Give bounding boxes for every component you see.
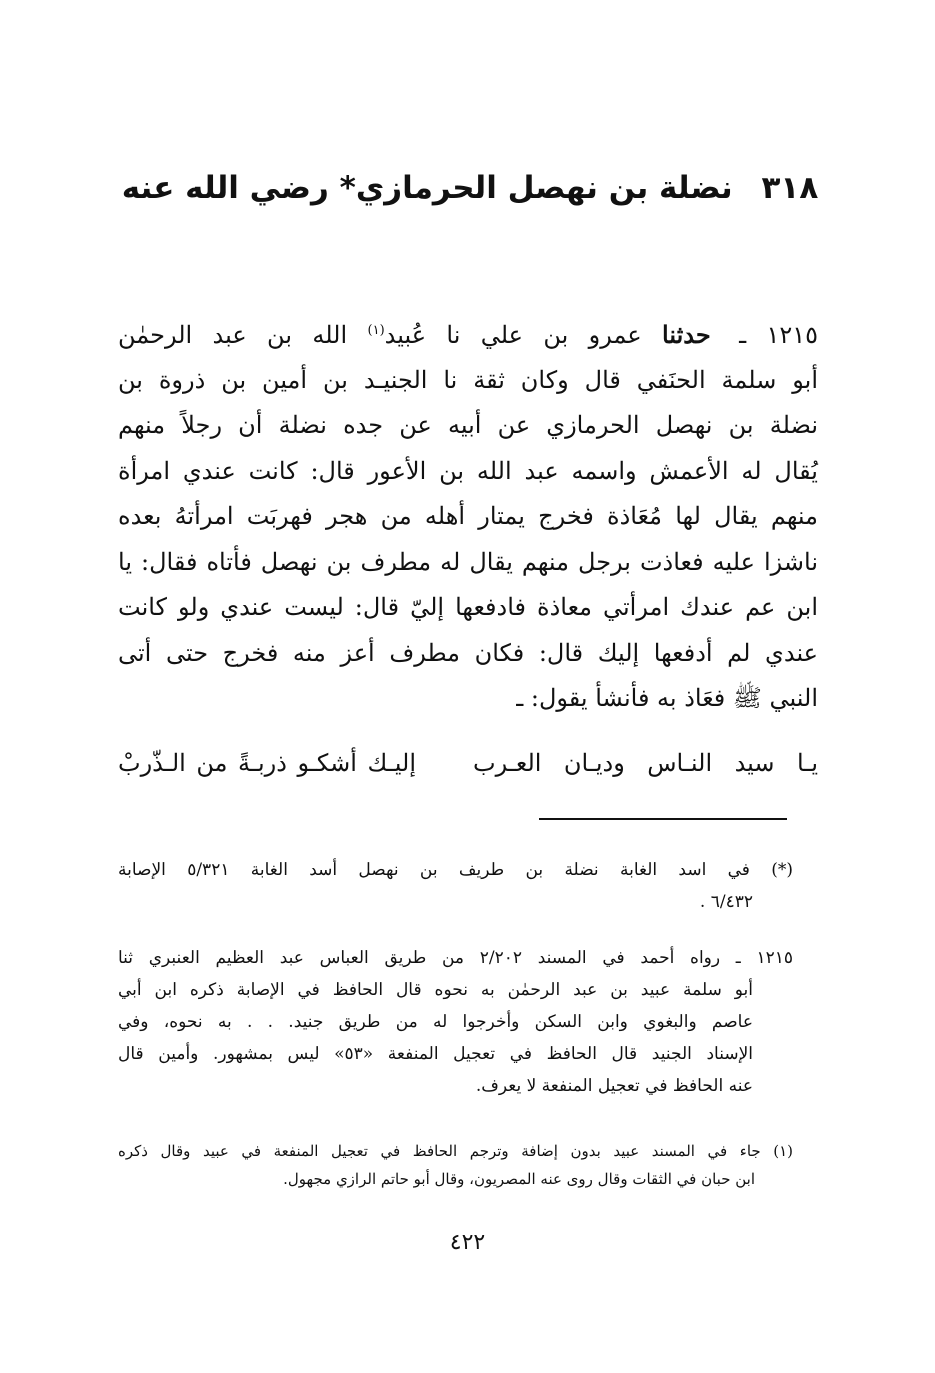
hadith-text bbox=[118, 312, 818, 722]
hadith-line-1b: الله بن عبد الرحمٰن bbox=[118, 321, 348, 349]
footnote-star bbox=[118, 854, 793, 918]
footnote-marker: (١) bbox=[367, 323, 385, 338]
verse-first-hemistich: يـا سيد النـاس وديـان العـرب bbox=[473, 749, 818, 777]
footnote-line: عاصم والبغوي وابن السكن وأخرجوا له من طريق جنيد. . . به نحوه، وفي bbox=[118, 1012, 753, 1032]
hadith-line bbox=[118, 312, 818, 358]
hadith-line: يُقال له الأعمش واسمه عبد الله بن الأعور قال: كانت عندي امرأة bbox=[118, 456, 818, 485]
footnote-1 bbox=[118, 1137, 793, 1193]
footnote-line: (١) جاء في المسند عبيد بدون إضافة وترجم الحافظ في تعجيل المنفعة في عبيد وقال ذكره bbox=[118, 1142, 793, 1160]
hadith-lead-word: حدثنا bbox=[662, 320, 711, 349]
footnote-takhrij bbox=[118, 942, 793, 1102]
footnote-line: (*) في اسد الغابة نضلة بن طريف بن نهصل أسد الغابة ٥/٣٢١ الإصابة bbox=[118, 860, 793, 880]
hadith-line-1a: عمرو بن علي نا عُبيد bbox=[384, 321, 642, 349]
hadith-line: النبي ﷺ فعَاذ به فأنشأ يقول: ـ bbox=[516, 684, 818, 712]
chapter-heading bbox=[120, 168, 820, 208]
hadith-line: ناشزا عليه فعاذت برجل منهم يقال له مطرف بن نهصل فأتاه فقال: يا bbox=[118, 547, 818, 576]
chapter-title-text: نضلة بن نهصل الحرمازي* رضي الله عنه bbox=[121, 170, 733, 206]
poetry-verse bbox=[118, 740, 818, 786]
footnote-line: ابن حبان في الثقات وقال روى عنه المصريون، وقال أبو حاتم الرازي مجهول. bbox=[283, 1170, 755, 1188]
hadith-line: عندي لم أدفعها إليك قال: فكان مطرف أعز منه فخرج حتى أتى bbox=[118, 638, 818, 667]
hadith-line: ابن عم عندك امرأتي معاذة فادفعها إليّ قال: ليست عندي ولو كانت bbox=[118, 593, 818, 621]
hadith-line: منهم يقال لها مُعَاذة فخرج يمتار أهله من هجر فهربَت امرأتهُ بعده bbox=[118, 502, 818, 530]
footnote-divider bbox=[539, 818, 787, 820]
hadith-number: ١٢١٥ ـ bbox=[739, 321, 819, 349]
footnote-line: ٦/٤٣٢ . bbox=[699, 892, 753, 912]
verse-second-hemistich: إليـك أشكـو ذربـةً من الـذّربْ bbox=[118, 749, 416, 777]
footnote-line: ١٢١٥ ـ رواه أحمد في المسند ٢/٢٠٢ من طريق العباس عبد العظيم العنبري ثنا bbox=[118, 948, 794, 968]
footnote-line: أبو سلمة عبيد بن عبد الرحمٰن به نحوه قال الحافظ في الإصابة ذكره ابن أبي bbox=[118, 980, 753, 1000]
footnote-line: الإسناد الجنيد قال الحافظ في تعجيل المنفعة «٥٣» ليس بمشهور. وأمين قال bbox=[118, 1044, 753, 1064]
chapter-number: ٣١٨ bbox=[761, 170, 819, 206]
hadith-line: نضلة بن نهصل الحرمازي عن أبيه عن جده نضلة أن رجلاً منهم bbox=[118, 411, 819, 439]
footnote-line: عنه الحافظ في تعجيل المنفعة لا يعرف. bbox=[475, 1076, 753, 1096]
page-number: ٤٢٢ bbox=[449, 1230, 486, 1255]
hadith-line: أبو سلمة الحنَفي قال وكان ثقة نا الجنيـد بن أمين بن ذروة بن bbox=[118, 365, 818, 394]
